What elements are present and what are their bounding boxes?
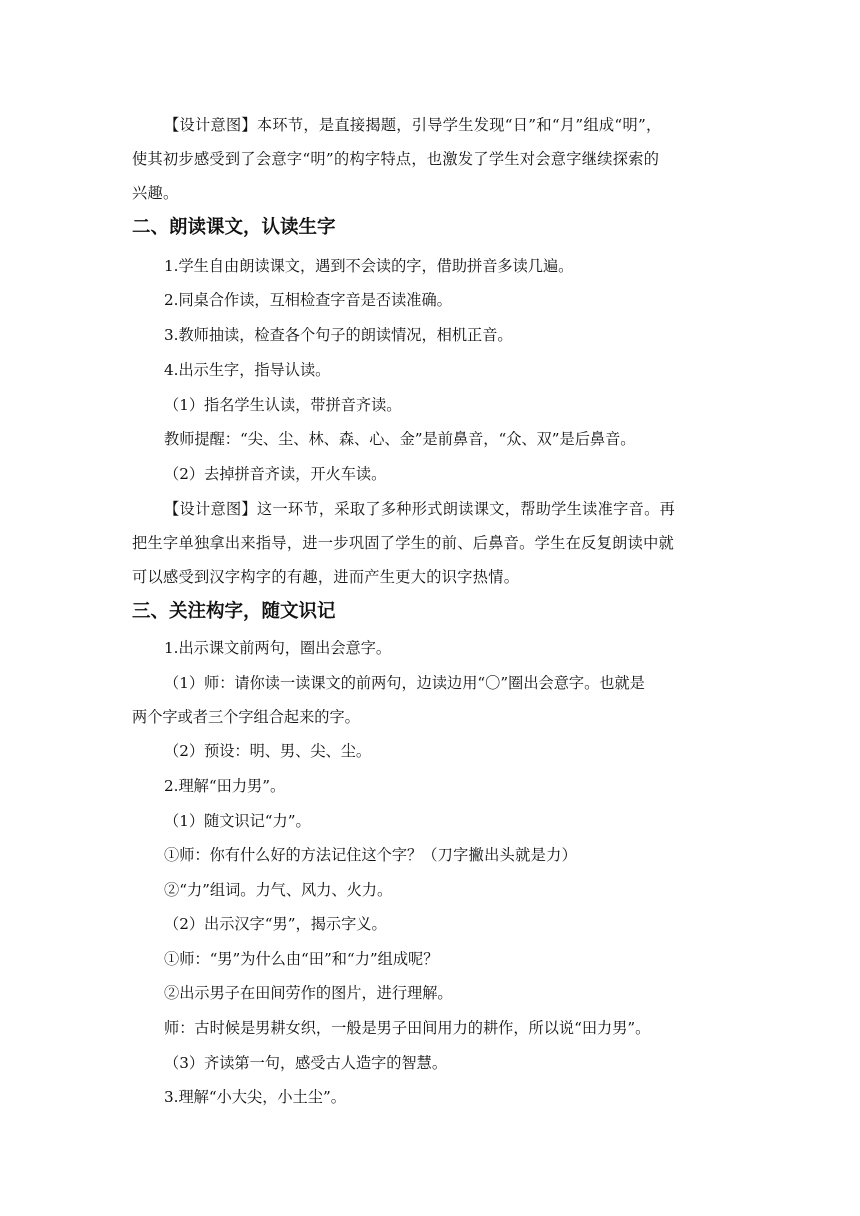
section-3-heading: 三、关注构字，随文识记 [132, 601, 336, 622]
section-3-show-picture: ②出示男子在田间劳作的图片，进行理解。 [164, 984, 453, 1002]
section-2-design-intent-line-2: 把生字单独拿出来指导，进一步巩固了学生的前、后鼻音。学生在反复朗读中就 [132, 534, 675, 552]
section-3-step-2-sub-2: （2）出示汉字“男”，揭示字义。 [164, 915, 387, 933]
section-2-sub-2: （2）去掉拼音齐读，开火车读。 [164, 465, 387, 483]
section-3-step-1: 1.出示课文前两句，圈出会意字。 [164, 639, 392, 657]
section-3-sub-1-line-2: 两个字或者三个字组合起来的字。 [132, 708, 360, 726]
section-2-design-intent-line-3: 可以感受到汉字构字的有趣，进而产生更大的识字热情。 [132, 568, 520, 586]
section-2-step-3: 3.教师抽读，检查各个句子的朗读情况，相机正音。 [164, 326, 513, 344]
section-3-question-main: ①师：你有什么好的方法记住这个字？ [164, 846, 423, 864]
section-2-step-4: 4.出示生字，指导认读。 [164, 361, 331, 379]
section-2-design-intent-line-1: 【设计意图】这一环节，采取了多种形式朗读课文，帮助学生读准字音。再 [164, 500, 676, 518]
section-3-why-question: ①师：“男”为什么由“田”和“力”组成呢？ [164, 950, 439, 968]
section-3-step-2-sub-3: （3）齐读第一句，感受古人造字的智慧。 [164, 1054, 448, 1072]
section-3-sub-1-line-1: （1）师：请你读一读课文的前两句，边读边用“〇”圈出会意字。也就是 [164, 674, 645, 692]
section-2-heading: 二、朗读课文，认读生字 [132, 217, 336, 238]
section-2-sub-1: （1）指名学生认读，带拼音齐读。 [164, 396, 402, 414]
section-3-question-line [164, 845, 577, 865]
section-3-sub-2: （2）预设：明、男、尖、尘。 [164, 742, 372, 760]
section-3-word-formation: ②“力”组词。力气、风力、火力。 [164, 881, 393, 899]
section-3-step-3: 3.理解“小大尖，小土尘”。 [164, 1088, 346, 1106]
section-3-question-note: （刀字撇出头就是力） [422, 846, 578, 864]
intro-design-intent-line-2: 使其初步感受到了会意字“明”的构字特点，也激发了学生对会意字继续探索的 [132, 150, 660, 168]
intro-design-intent-line-1: 【设计意图】本环节，是直接揭题，引导学生发现“日”和“月”组成“明”， [164, 116, 662, 134]
section-2-step-1: 1.学生自由朗读课文，遇到不会读的字，借助拼音多读几遍。 [164, 257, 574, 275]
section-3-step-2-sub-1: （1）随文识记“力”。 [164, 812, 311, 830]
section-2-teacher-reminder: 教师提醒：“尖、尘、林、森、心、金”是前鼻音，“众、双”是后鼻音。 [164, 430, 636, 448]
section-3-step-2: 2.理解“田力男”。 [164, 777, 286, 795]
intro-design-intent-line-3: 兴趣。 [132, 184, 179, 202]
section-2-step-2: 2.同桌合作读，互相检查字音是否读准确。 [164, 291, 452, 309]
section-3-teacher-explanation: 师：古时候是男耕女织，一般是男子田间用力的耕作，所以说“田力男”。 [164, 1019, 651, 1037]
